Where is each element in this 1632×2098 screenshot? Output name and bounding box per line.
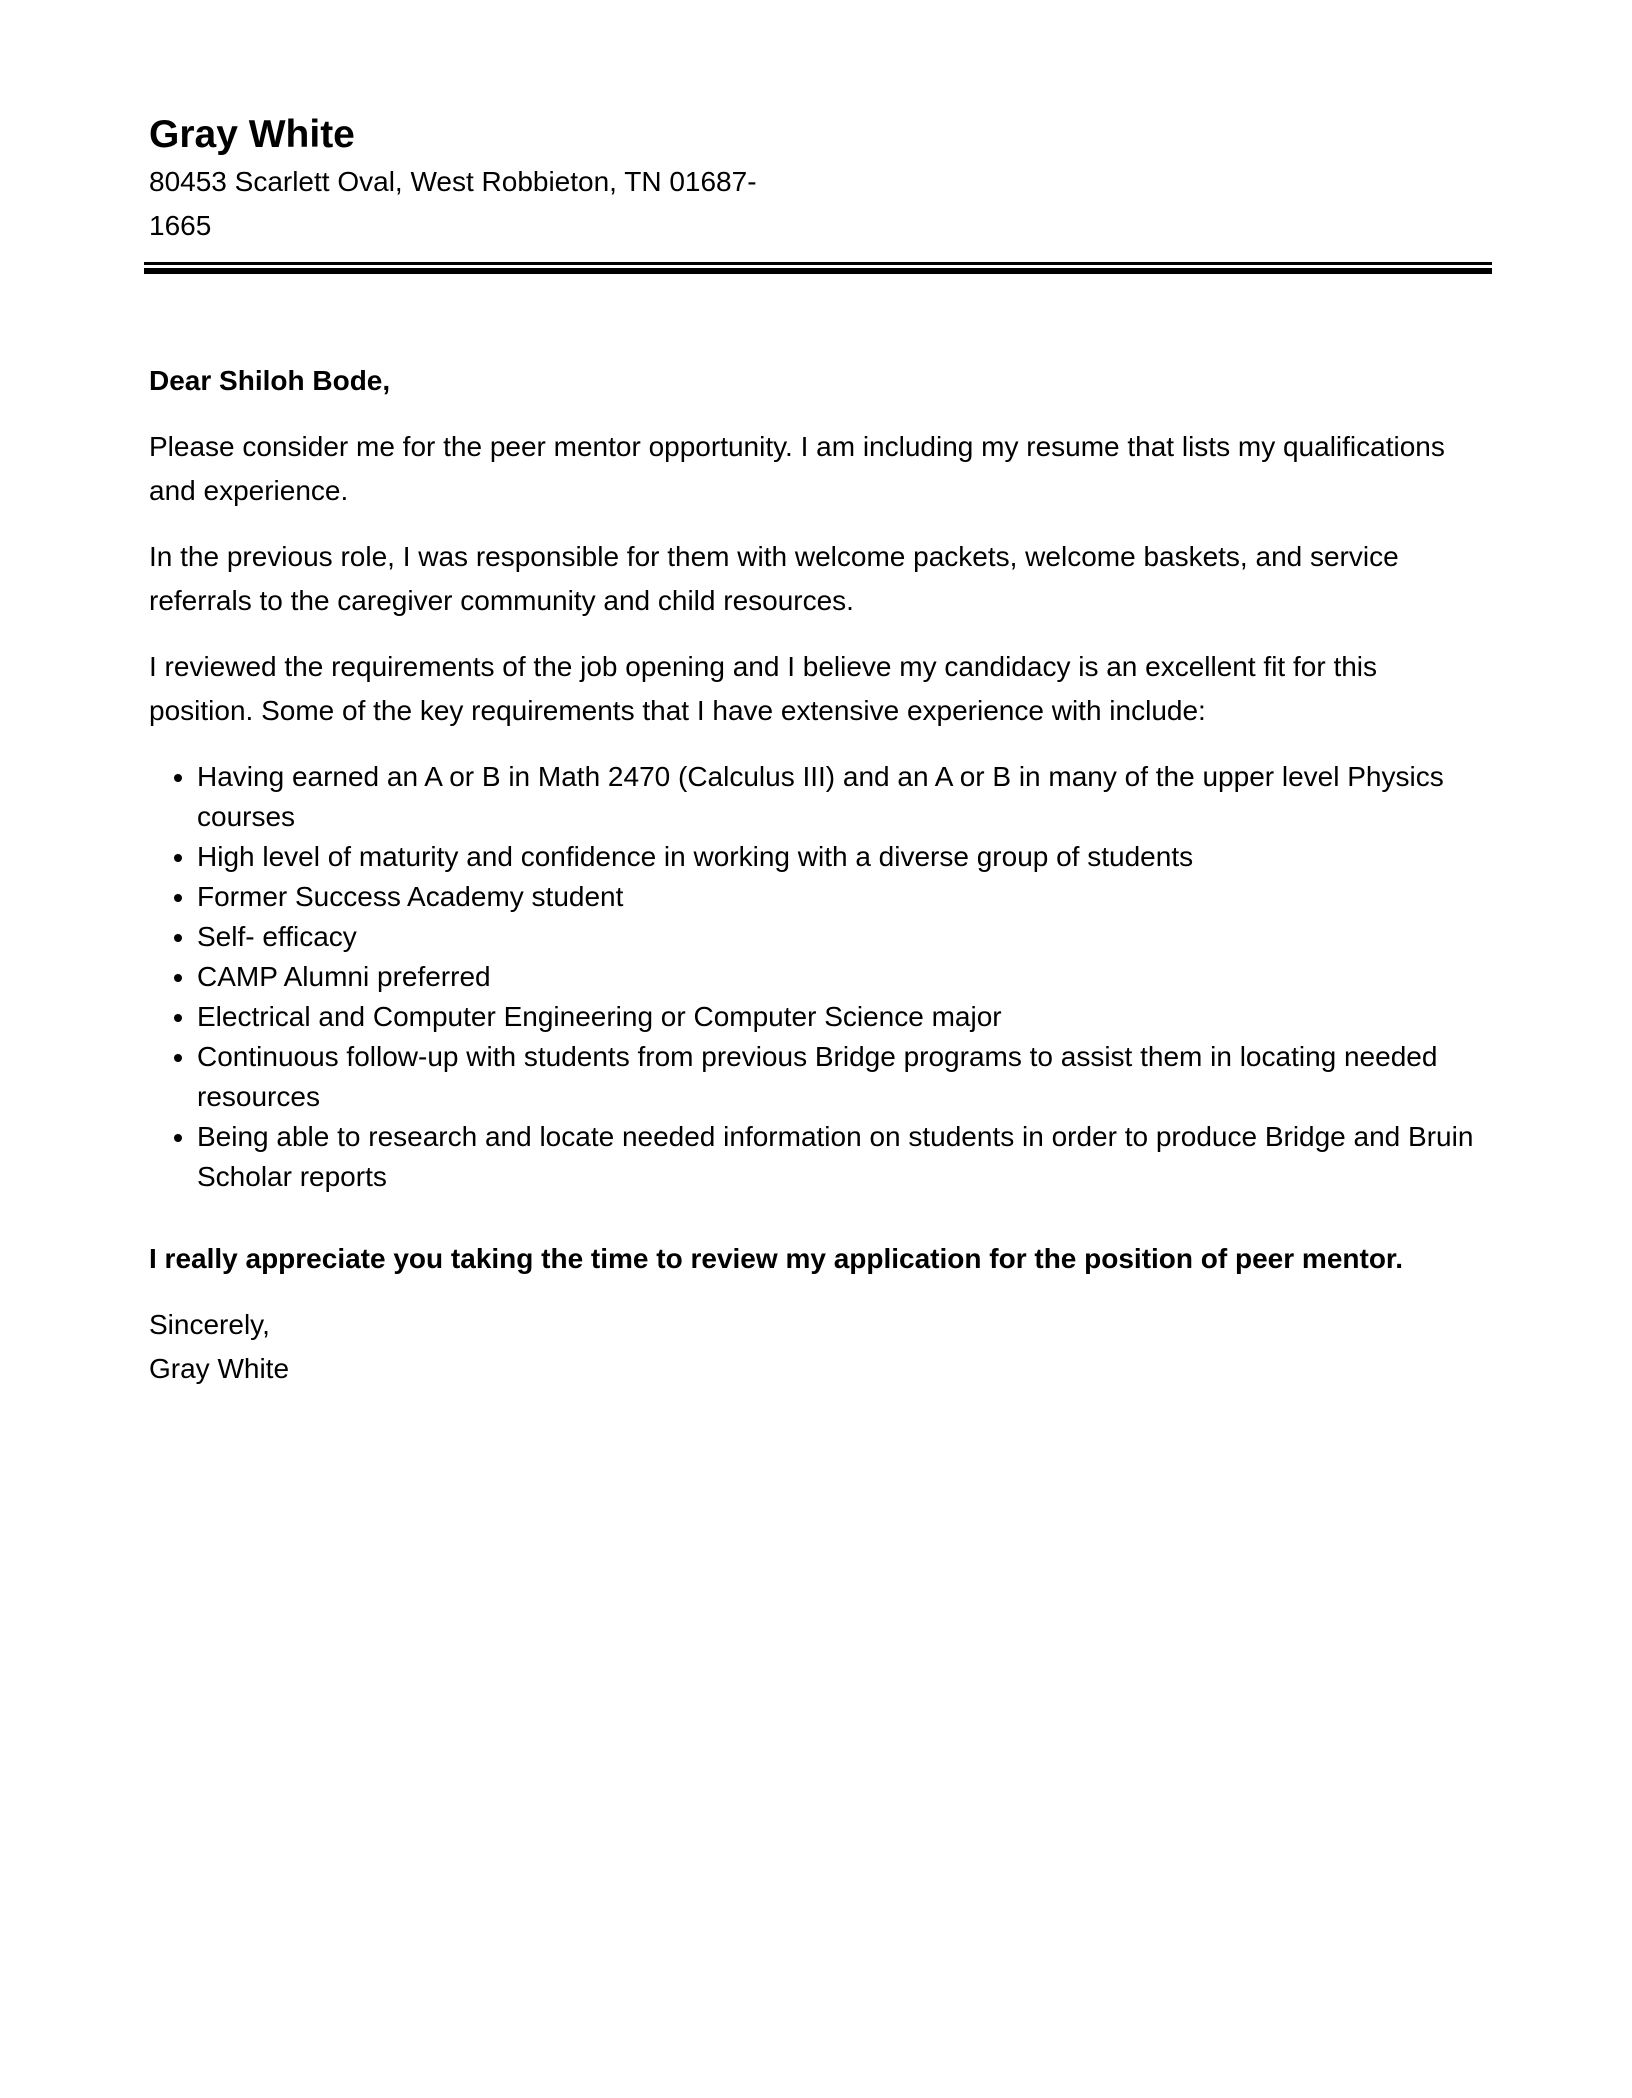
closing-statement: I really appreciate you taking the time to review my application for the position of peer mentor. (149, 1243, 1404, 1274)
signoff-block (149, 1303, 1489, 1391)
requirement-item: • Electrical and Computer Engineering or Computer Science major (197, 997, 1489, 1037)
letter-page (149, 110, 1489, 1391)
sender-address: 80453 Scarlett Oval, West Robbieton, TN 01687-1665 (149, 166, 757, 241)
requirement-item: • Former Success Academy student (197, 877, 1489, 917)
header-divider (144, 262, 1492, 274)
requirement-item: • High level of maturity and confidence in working with a diverse group of students (197, 837, 1489, 877)
sender-name: Gray White (149, 113, 355, 156)
requirement-item: • CAMP Alumni preferred (197, 957, 1489, 997)
signoff: Sincerely, (149, 1309, 270, 1340)
body-paragraph: I reviewed the requirements of the job opening and I believe my candidacy is an excellent fit for this position. Some of the key requirements that I have extensive experience with include: (149, 651, 1378, 726)
requirement-item: • Having earned an A or B in Math 2470 (Calculus III) and an A or B in many of the upper level Physics courses (197, 757, 1489, 837)
requirement-item: • Self- efficacy (197, 917, 1489, 957)
requirements-list (149, 757, 1489, 1197)
requirement-item: • Continuous follow-up with students from previous Bridge programs to assist them in locating needed resources (197, 1037, 1489, 1117)
body-paragraph: Please consider me for the peer mentor opportunity. I am including my resume that lists my qualifications and experience. (149, 431, 1445, 506)
signature-name: Gray White (149, 1353, 290, 1384)
body-paragraph: In the previous role, I was responsible for them with welcome packets, welcome baskets, and service referrals to the caregiver community and child resources. (149, 541, 1399, 616)
greeting: Dear Shiloh Bode, (149, 365, 391, 396)
requirement-item: • Being able to research and locate needed information on students in order to produce Bridge and Bruin Scholar reports (197, 1117, 1489, 1197)
